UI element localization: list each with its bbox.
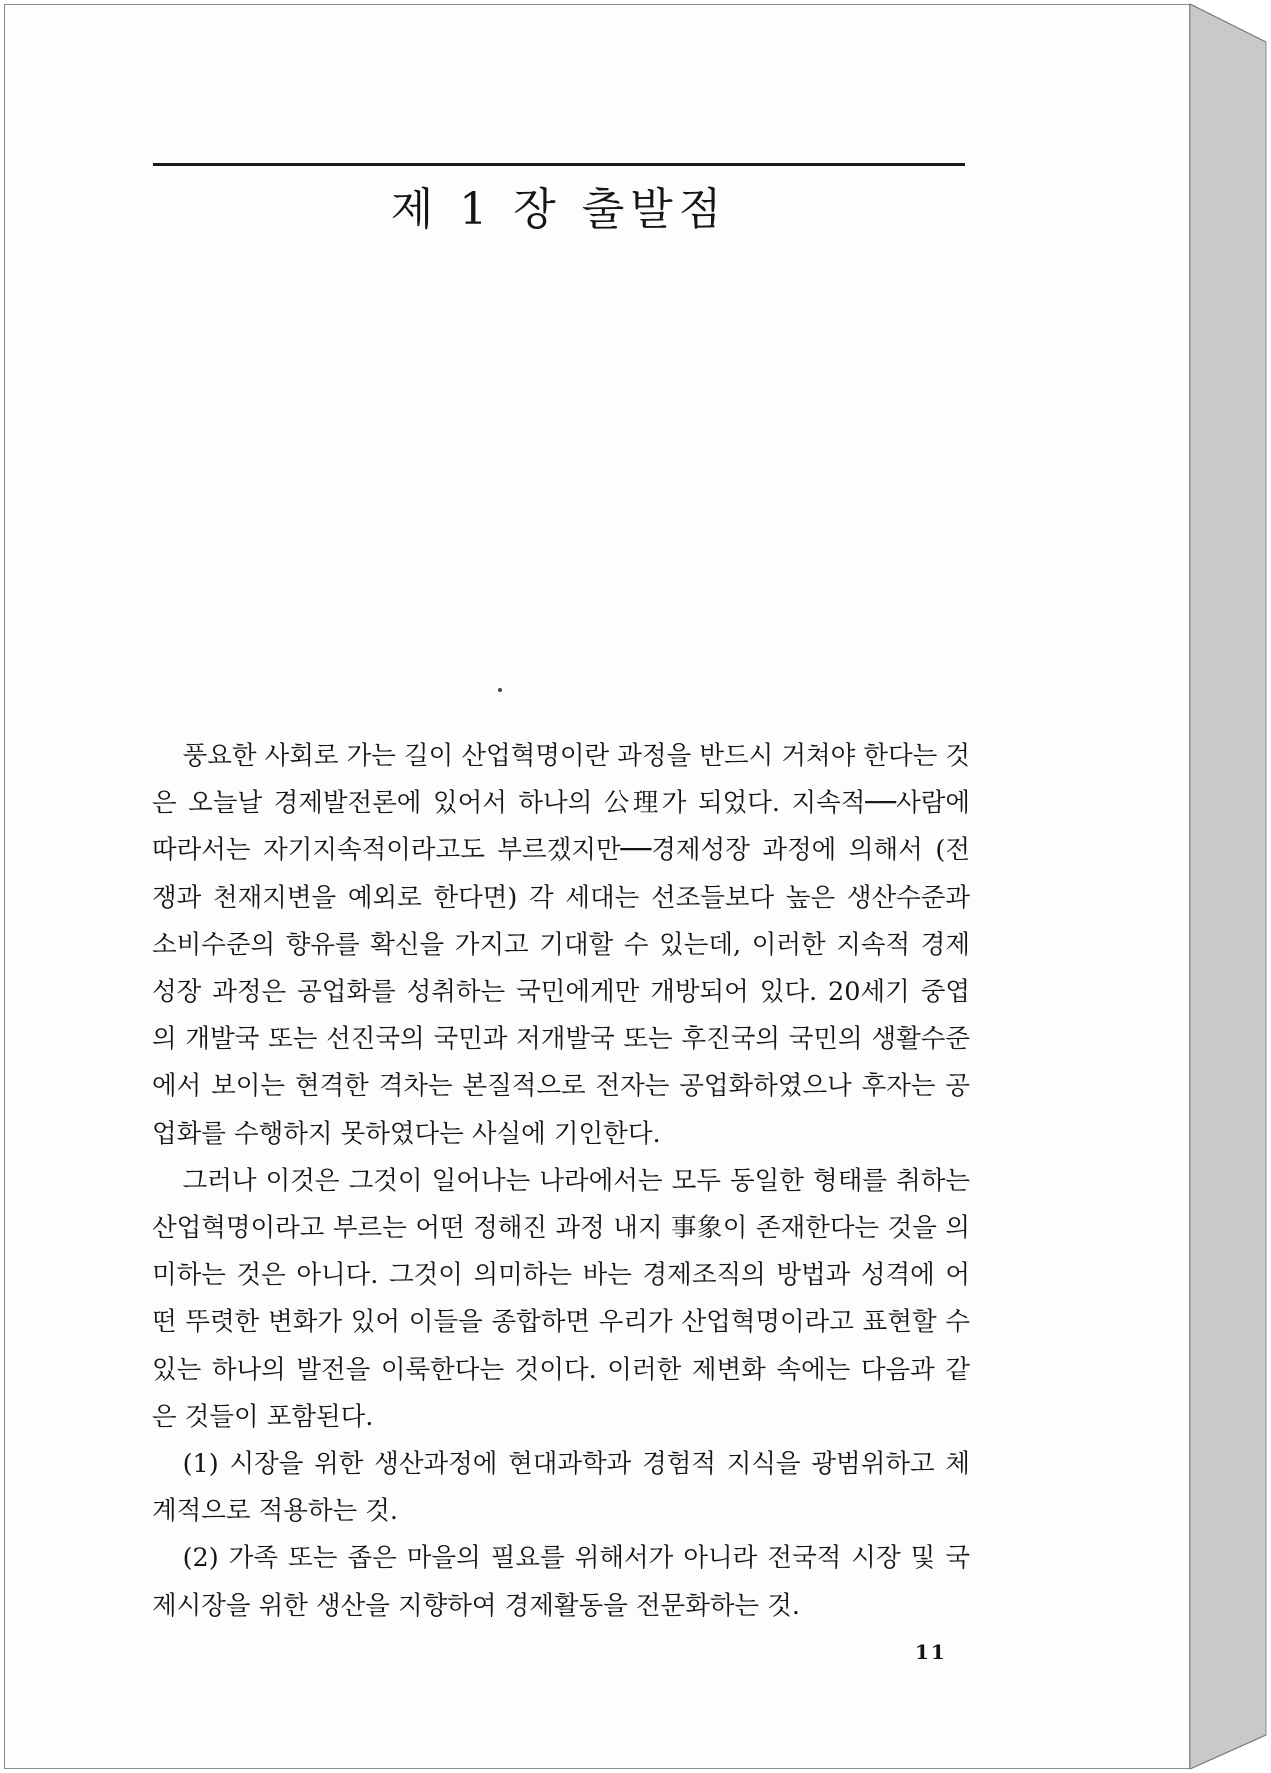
chapter-rule (153, 163, 965, 166)
paragraph: 그러나 이것은 그것이 일어나는 나라에서는 모두 동일한 형태를 취하는 산업혁명이라고 부르는 어떤 정해진 과정 내지 事象이 존재한다는 것을 의미하는 것은 아니다. 그것이 의미하는 바는 경제조직의 방법과 성격에 어떤 뚜렷한 변화가 있어 이들을 종합하면 우리가 산업혁명이라고 표현할 수 있는 하나의 발전을 이룩한다는 것이다. 이러한 제변화 속에는 다음과 같은 것들이 포함된다. (152, 1165, 970, 1432)
body-text (152, 733, 970, 1630)
chapter-title: 제 1 장 출발점 (390, 184, 728, 235)
paragraph: 풍요한 사회로 가는 길이 산업혁명이란 과정을 반드시 거쳐야 한다는 것은 오늘날 경제발전론에 있어서 하나의 公理가 되었다. 지속적──사람에 따라서는 자기지속적이라고도 부르겠지만──경제성장 과정에 의해서 (전쟁과 천재지변을 예외로 한다면) 각 세대는 선조들보다 높은 생산수준과 소비수준의 향유를 확신을 가지고 기대할 수 있는데, 이러한 지속적 경제성장 과정은 공업화를 성취하는 국민에게만 개방되어 있다. 20세기 중엽의 개발국 또는 선진국의 국민과 저개발국 또는 후진국의 국민의 생활수준에서 보이는 현격한 격차는 본질적으로 전자는 공업화하였으나 후자는 공업화를 수행하지 못하였다는 사실에 기인한다. (152, 741, 970, 1149)
stray-dot (498, 688, 502, 692)
page-number: 11 (915, 1640, 947, 1664)
list-item: (2) 가족 또는 좁은 마을의 필요를 위해서가 아니라 전국적 시장 및 국제시장을 위한 생산을 지향하여 경제활동을 전문화하는 것. (152, 1543, 970, 1621)
list-item: (1) 시장을 위한 생산과정에 현대과학과 경험적 지식을 광범위하고 체계적으로 적용하는 것. (152, 1449, 970, 1527)
